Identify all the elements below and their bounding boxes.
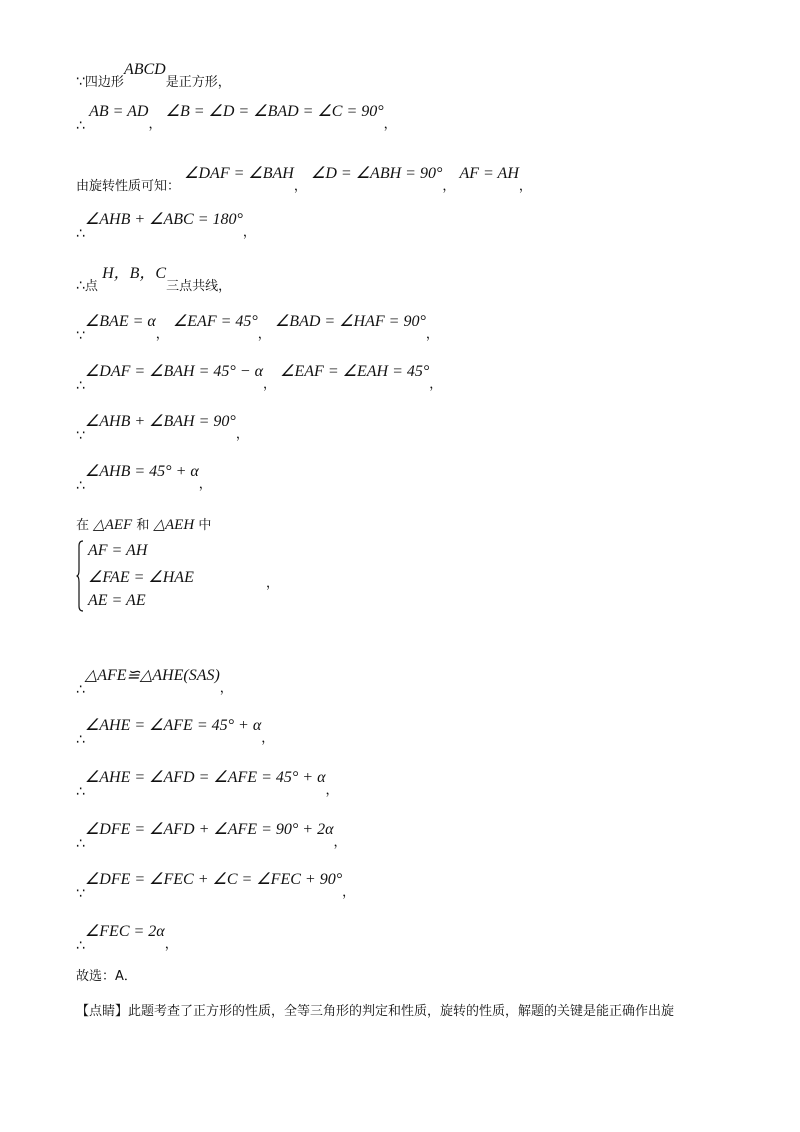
line-collinear: ∴点 H，B，C三点共线， xyxy=(76,265,232,294)
line-angle-ahe: ∴∠AHE = ∠AFE = 45° + α， xyxy=(76,717,275,748)
line-angle-sum-90: ∵∠AHB + ∠BAH = 90°， xyxy=(76,413,249,444)
line-given-alpha: ∵∠BAE = α， ∠EAF = 45°， ∠BAD = ∠HAF = 90°， xyxy=(76,313,439,344)
line-rotation-properties: 由旋转性质可知： ∠DAF = ∠BAH， ∠D = ∠ABH = 90°， AF = AH， xyxy=(76,165,532,194)
left-brace xyxy=(76,540,84,612)
line-angle-ahb: ∴∠AHB = 45° + α， xyxy=(76,463,212,494)
system-row-3: AE = AE xyxy=(88,592,146,609)
math-expression: ABCD xyxy=(123,61,166,78)
line-congruent: ∴△AFE≌△AHE(SAS)， xyxy=(76,667,233,698)
line-in-triangles: 在 △AEF 和 △AEH 中 xyxy=(76,517,212,533)
line-angle-sum-180: ∴∠AHB + ∠ABC = 180°， xyxy=(76,211,256,242)
system-row-1: AF = AH xyxy=(88,542,148,559)
line-angle-dfe-fec: ∵∠DFE = ∠FEC + ∠C = ∠FEC + 90°， xyxy=(76,871,356,902)
line-square-properties: ∴ AB = AD， ∠B = ∠D = ∠BAD = ∠C = 90°， xyxy=(76,103,397,134)
line-angle-afd: ∴∠AHE = ∠AFD = ∠AFE = 45° + α， xyxy=(76,769,339,800)
line-angle-dad: ∴∠DAF = ∠BAH = 45° − α， ∠EAF = ∠EAH = 45°， xyxy=(76,363,443,394)
summary-comment: 【点睛】此题考查了正方形的性质，全等三角形的判定和性质，旋转的性质，解题的关键是能正确作出旋 xyxy=(76,1004,675,1019)
system-row-2: ∠FAE = ∠HAE xyxy=(88,569,194,586)
answer-line: 故选：A． xyxy=(76,969,137,984)
line-angle-dfe: ∴∠DFE = ∠AFD + ∠AFE = 90° + 2α， xyxy=(76,821,347,852)
therefore-symbol: ∴ xyxy=(76,118,85,134)
because-symbol: ∵ xyxy=(76,74,85,90)
line-angle-fec: ∴∠FEC = 2α， xyxy=(76,923,178,954)
line-given-square: ∵四边形ABCD是正方形， xyxy=(76,61,231,90)
